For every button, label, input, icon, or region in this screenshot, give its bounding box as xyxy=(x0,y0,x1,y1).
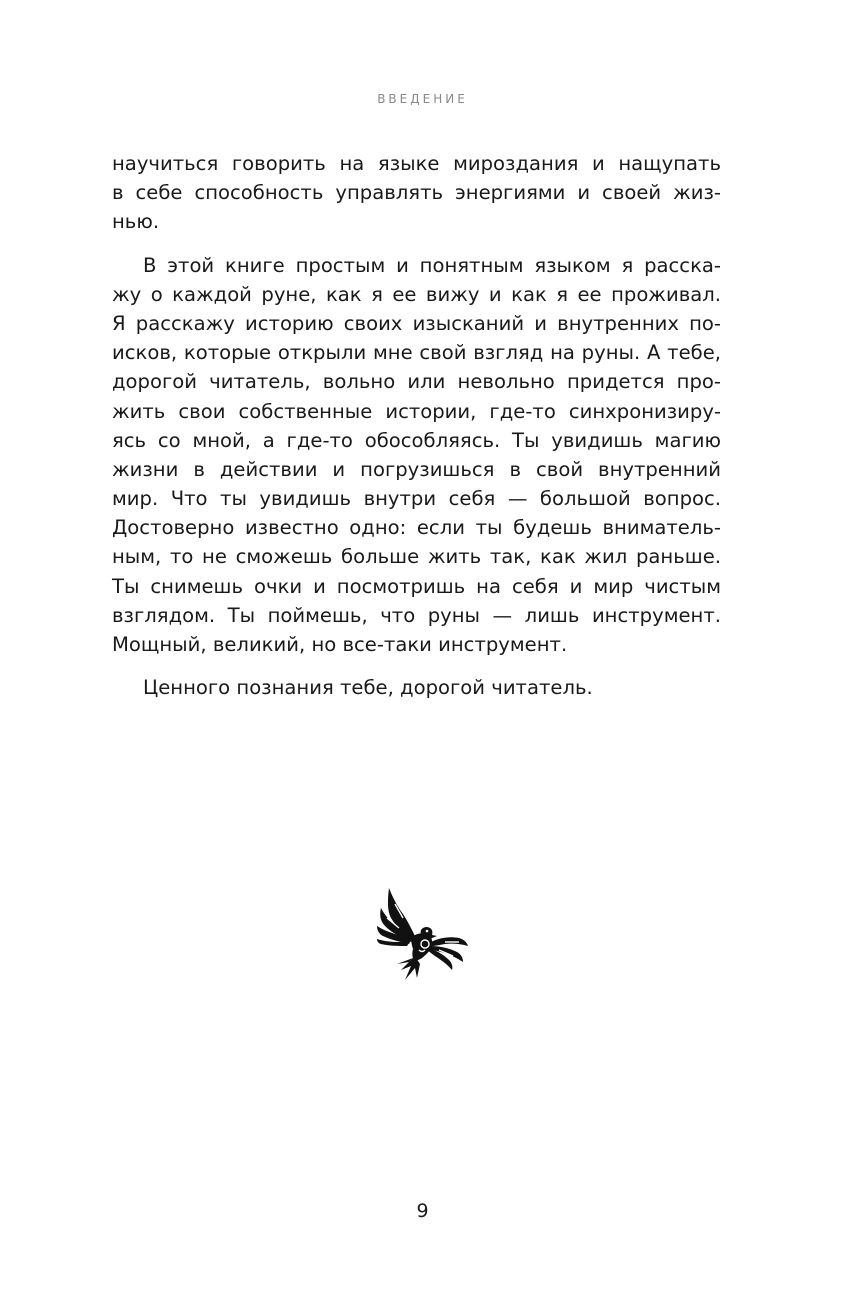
text-line: ным, то не сможешь больше жить так, как жил раньше. xyxy=(112,545,721,569)
paragraph-1 xyxy=(112,149,721,237)
text-line: мир. Что ты увидишь внутри себя — большой вопрос. xyxy=(112,487,721,511)
text-line: нью. xyxy=(112,210,160,234)
text-line: Я расскажу историю своих изысканий и внутренних по- xyxy=(112,311,721,335)
running-head: ВВЕДЕНИЕ xyxy=(377,92,468,106)
paragraph-2 xyxy=(112,251,721,660)
text-line: Ты снимешь очки и посмотришь на себя и мир чистым xyxy=(112,574,721,598)
text-line: Мощный, великий, но все-таки инструмент. xyxy=(112,633,568,656)
text-line: жить свои собственные истории, где-то синхронизиру- xyxy=(112,399,721,423)
text-line: Ценного познания тебе, дорогой читатель. xyxy=(143,676,593,700)
text-line: научиться говорить на языке мироздания и нащупать xyxy=(112,152,721,175)
text-line: жизни в действии и погрузишься в свой внутренний xyxy=(112,457,721,481)
text-line: ясь со мной, а где-то обособляясь. Ты увидишь магию xyxy=(112,428,721,452)
text-line: Достоверно известно одно: если ты будешь вниматель- xyxy=(112,516,721,540)
text-line: в себе способность управлять энергиями и своей жиз- xyxy=(112,181,721,205)
paragraph-3 xyxy=(112,673,721,702)
text-line: дорогой читатель, вольно или невольно придется про- xyxy=(112,370,721,394)
text-line: жу о каждой руне, как я ее вижу и как я ее проживал. xyxy=(112,282,721,306)
body-text xyxy=(112,149,721,702)
text-line: исков, которые открыли мне свой взгляд на руны. А тебе, xyxy=(112,341,721,365)
text-line: В этой книге простым и понятным языком я расска- xyxy=(143,253,721,277)
page-number: 9 xyxy=(416,1200,429,1222)
raven-icon xyxy=(375,884,469,982)
text-line: взглядом. Ты поймешь, что руны — лишь инструмент. xyxy=(112,603,721,627)
